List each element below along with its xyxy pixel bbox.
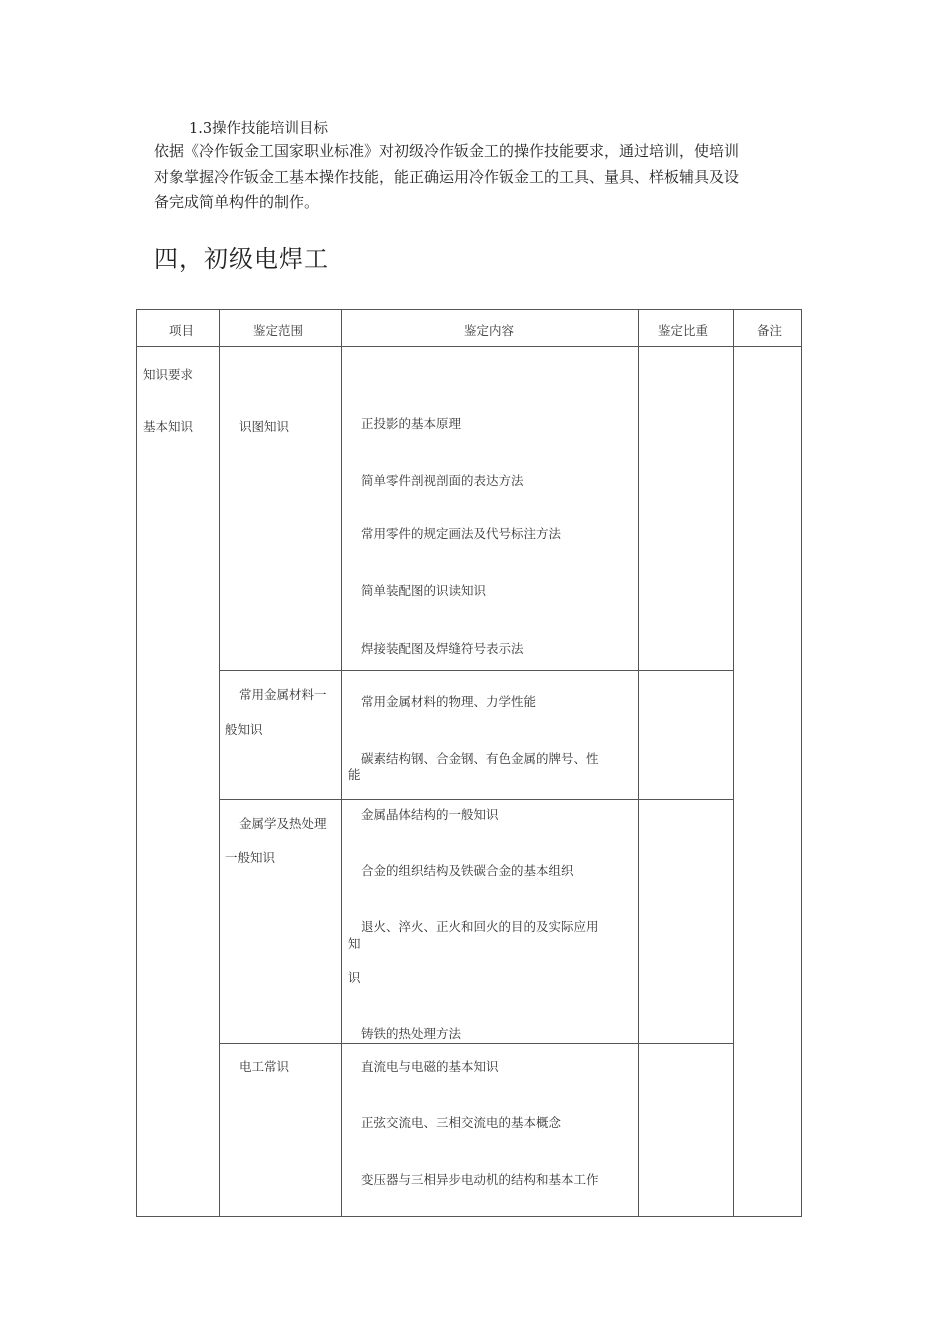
paragraph-line-3: 备完成简单构件的制作。 <box>154 193 320 211</box>
content-item: 常用零件的规定画法及代号标注方法 <box>361 526 562 541</box>
paragraph-line-2: 对象掌握冷作钣金工基本操作技能，能正确运用冷作钣金工的工具、量具、样板辅具及设 <box>154 168 740 186</box>
scope-label: 电工常识 <box>239 1059 290 1074</box>
paragraph-line-1: 依据《冷作钣金工国家职业标准》对初级冷作钣金工的操作技能要求，通过培训，使培训 <box>154 142 740 160</box>
scope-label: 识图知识 <box>239 419 290 434</box>
assessment-table <box>136 309 802 1217</box>
scope-label: 般知识 <box>225 722 263 737</box>
content-item: 金属晶体结构的一般知识 <box>361 807 499 822</box>
scope-label: 常用金属材料一 <box>239 687 327 702</box>
project-label: 基本知识 <box>143 419 194 434</box>
content-item: 简单零件剖视剖面的表达方法 <box>361 473 524 488</box>
column-divider <box>341 310 342 1216</box>
content-item: 变压器与三相异步电动机的结构和基本工作 <box>361 1172 599 1187</box>
content-item: 退火、淬火、正火和回火的目的及实际应用 <box>361 919 599 934</box>
section-subtitle: 1.3操作技能培训目标 <box>189 121 329 137</box>
scope-label: 一般知识 <box>225 850 276 865</box>
header-weight: 鉴定比重 <box>658 323 709 338</box>
header-content: 鉴定内容 <box>464 323 515 338</box>
column-divider <box>733 310 734 1216</box>
content-item: 正弦交流电、三相交流电的基本概念 <box>361 1115 562 1130</box>
project-label: 知识要求 <box>143 367 194 382</box>
content-item: 焊接装配图及焊缝符号表示法 <box>361 641 524 656</box>
header-project: 项目 <box>169 323 195 338</box>
content-item: 知 <box>348 936 361 951</box>
row-divider <box>219 670 733 671</box>
column-divider <box>638 310 639 1216</box>
content-item: 识 <box>348 970 361 985</box>
header-remarks: 备注 <box>757 323 783 338</box>
header-divider <box>137 346 801 347</box>
content-item: 能 <box>348 767 361 782</box>
column-divider <box>219 310 220 1216</box>
section-heading: 四，初级电焊工 <box>154 245 329 273</box>
content-item: 常用金属材料的物理、力学性能 <box>361 694 537 709</box>
content-item: 简单装配图的识读知识 <box>361 583 487 598</box>
content-item: 铸铁的热处理方法 <box>361 1026 462 1041</box>
content-item: 直流电与电磁的基本知识 <box>361 1059 499 1074</box>
content-item: 碳素结构钢、合金钢、有色金属的牌号、性 <box>361 751 599 766</box>
row-divider <box>219 1043 733 1044</box>
scope-label: 金属学及热处理 <box>239 816 327 831</box>
header-scope: 鉴定范围 <box>253 323 304 338</box>
content-item: 合金的组织结构及铁碳合金的基本组织 <box>361 863 574 878</box>
content-item: 正投影的基本原理 <box>361 416 462 431</box>
row-divider <box>219 799 733 800</box>
